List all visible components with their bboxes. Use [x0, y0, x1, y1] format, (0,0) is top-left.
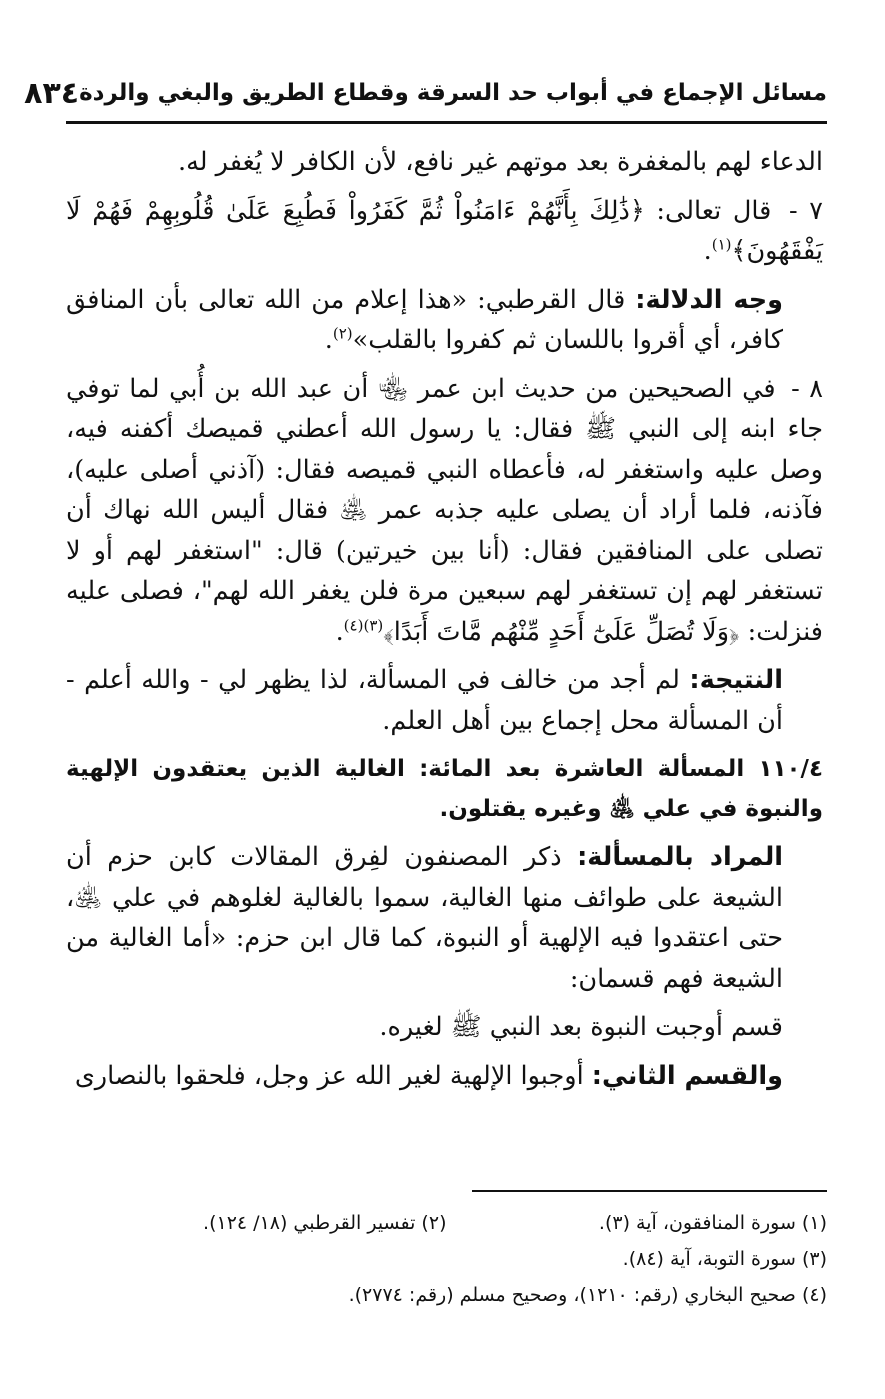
result-text: لم أجد من خالف في المسألة، لذا يظهر لي - والله أعلم - أن المسألة محل إجماع بين أهل العلم. — [66, 665, 783, 736]
paragraph-meaning — [66, 837, 823, 999]
footnote-3: (٣) سورة التوبة، آية (٨٤). — [622, 1248, 827, 1270]
evidence-text: قال القرطبي: «هذا إعلام من الله تعالى بأن المنافق كافر، أي أقروا باللسان ثم كفروا بالقلب» — [66, 284, 783, 355]
second-group-text: أوجبوا الإلهية لغير الله عز وجل، فلحقوا بالنصارى — [74, 1060, 584, 1091]
body-text — [66, 142, 823, 1104]
item-number: ٧ - — [789, 195, 823, 226]
footnote-1: (١) سورة المنافقون، آية (٣). — [598, 1212, 827, 1234]
quran-quote: قال تعالى: ﴿ذَٰلِكَ بِأَنَّهُمْ ءَامَنُواْ ثُمَّ كَفَرُواْ فَطُبِعَ عَلَىٰ قُلُوبِهِمْ فَهُمْ لَا يَفْقَهُونَ﴾ — [66, 195, 823, 266]
page-header — [24, 68, 827, 118]
result-label: النتيجة: — [689, 665, 783, 695]
footnote-ref: (٢) — [332, 324, 353, 343]
meaning-text: ذكر المصنفون لفِرق المقالات كابن حزم أن الشيعة على طوائف منها الغالية، سموا بالغالية لغلوهم في علي ﵁، حتى اعتقدوا فيه الإلهية أو النبوة، كما قال ابن حزم: «أما الغالية من الشيعة فهم قسمان: — [66, 842, 783, 994]
paragraph-verse-7: ٧ - قال تعالى: ﴿ذَٰلِكَ بِأَنَّهُمْ ءَامَنُواْ ثُمَّ كَفَرُواْ فَطُبِعَ عَلَىٰ قُلُوبِهِمْ فَهُمْ لَا يَفْقَهُونَ﴾$^{(١)}$. — [66, 195, 823, 266]
running-title: مسائل الإجماع في أبواب حد السرقة وقطاع الطريق والبغي والردة — [79, 80, 827, 106]
paragraph-evidence: وجه الدلالة: قال القرطبي: «هذا إعلام من الله تعالى بأن المنافق كافر، أي أقروا باللسان ثم كفروا بالقلب»$^{(٢)}$. — [66, 284, 784, 355]
evidence-label: وجه الدلالة: — [635, 284, 784, 315]
item-number: ٨ - — [791, 373, 823, 404]
footnote-ref: (٣)(٤) — [343, 616, 384, 634]
hadith-text: في الصحيحين من حديث ابن عمر ﵄ أن عبد الله بن أُبي لما توفي جاء ابنه إلى النبي ﷺ فقال: يا رسول الله أعطني قميصك أكفنه فيه، وصل عليه واستغفر له، فأعطاه النبي قميصه فقال: (آذني أصلى عليه)، فآذنه، فلما أراد أن يصلى عليه جذبه عمر ﵁ فقال أليس الله نهاك أن تصلى على المنافقين فقال: (أنا بين خيرتين) قال: "استغفر لهم أو لا تستغفر لهم إن تستغفر لهم سبعين مرة فلن يغفر الله لهم"، فصلى عليه فنزلت: ﴿وَلَا تُصَلِّ عَلَىٰٓ أَحَدٍ مِّنْهُم مَّاتَ أَبَدًا﴾ — [66, 373, 823, 647]
footnote-2: (٢) تفسير القرطبي (١٨/ ١٢٤). — [203, 1212, 447, 1234]
paragraph-first-group: قسم أوجبت النبوة بعد النبي ﷺ لغيره. — [379, 1012, 783, 1042]
header-rule — [66, 121, 827, 124]
paragraph-1: الدعاء لهم بالمغفرة بعد موتهم غير نافع، لأن الكافر لا يُغفر له. — [178, 147, 823, 177]
footnotes — [66, 1205, 827, 1313]
paragraph-hadith-8: ٨ - في الصحيحين من حديث ابن عمر ﵄ أن عبد الله بن أُبي لما توفي جاء ابنه إلى النبي ﷺ فقال: يا رسول الله أعطني قميصك أكفنه فيه، وصل عليه واستغفر له، فأعطاه النبي قميصه فقال: (آذني أصلى عليه)، فآذنه، فلما أراد أن يصلى عليه جذبه عمر ﵁ فقال أليس الله نهاك أن تصلى على المنافقين فقال: (أنا بين خيرتين) قال: "استغفر لهم أو لا تستغفر لهم إن تستغفر لهم سبعين مرة فلن يغفر الله لهم"، فصلى عليه فنزلت: ﴿وَلَا تُصَلِّ عَلَىٰٓ أَحَدٍ مِّنْهُم مَّاتَ أَبَدًا﴾$^{(٣)(٤)}$. — [66, 373, 823, 647]
footnote-4: (٤) صحيح البخاري (رقم: ١٢١٠)، وصحيح مسلم (رقم: ٢٧٧٤). — [348, 1284, 827, 1306]
footnote-rule — [472, 1190, 827, 1192]
section-heading: ١١٠/٤ المسألة العاشرة بعد المائة: الغالية الذين يعتقدون الإلهية والنبوة في علي ﵁ وغيره يقتلون. — [66, 756, 823, 822]
paragraph-second-group — [66, 1056, 823, 1097]
second-group-label: والقسم الثاني: — [591, 1060, 783, 1091]
footnote-ref: (١) — [711, 235, 732, 254]
meaning-label: المراد بالمسألة: — [577, 842, 784, 872]
page-number: ٨٣٤ — [24, 75, 80, 111]
paragraph-result — [66, 660, 823, 741]
